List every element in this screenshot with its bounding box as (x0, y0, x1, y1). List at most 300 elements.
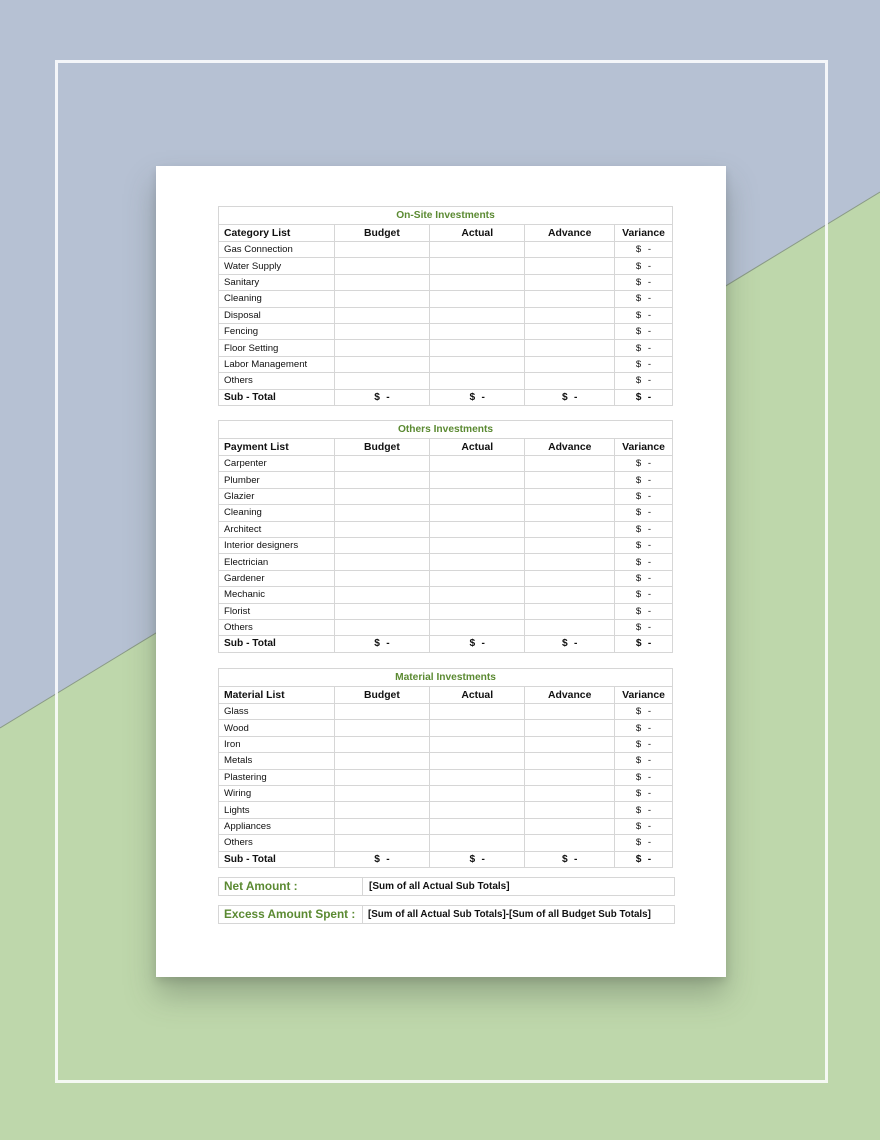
dash-value: - (647, 260, 652, 272)
dash-value: - (647, 771, 652, 783)
dash-value: - (386, 853, 390, 865)
column-header: Advance (525, 687, 615, 704)
empty-cell[interactable] (525, 704, 615, 720)
dash-value: - (647, 556, 652, 568)
empty-cell[interactable] (334, 340, 429, 356)
empty-cell[interactable] (334, 835, 429, 851)
dash-value: - (647, 523, 652, 535)
currency-symbol: $ (635, 490, 642, 502)
row-label: Fencing (219, 323, 335, 339)
empty-cell[interactable] (334, 307, 429, 323)
empty-cell[interactable] (430, 291, 525, 307)
dash-value: - (647, 837, 652, 849)
empty-cell[interactable] (430, 307, 525, 323)
table-row (219, 373, 673, 389)
column-header: Actual (430, 687, 525, 704)
table-row (219, 736, 673, 752)
table-row (219, 704, 673, 720)
row-label: Electrician (219, 554, 335, 570)
row-label: Wiring (219, 785, 335, 801)
currency-symbol: $ (635, 276, 642, 288)
dash-value: - (647, 490, 652, 502)
subtotal-cell (615, 389, 673, 405)
currency-symbol: $ (635, 326, 642, 338)
net-amount-label: Net Amount : (219, 878, 363, 895)
empty-cell[interactable] (525, 291, 615, 307)
empty-cell[interactable] (525, 587, 615, 603)
variance-cell (615, 802, 673, 818)
empty-cell[interactable] (334, 488, 429, 504)
empty-cell[interactable] (334, 704, 429, 720)
dash-value: - (647, 458, 652, 470)
dash-value: - (647, 342, 652, 354)
empty-cell[interactable] (430, 356, 525, 372)
table-row (219, 570, 673, 586)
table-row (219, 488, 673, 504)
table-row (219, 769, 673, 785)
row-label: Others (219, 373, 335, 389)
subtotal-cell (615, 851, 673, 867)
empty-cell[interactable] (334, 802, 429, 818)
empty-cell[interactable] (525, 307, 615, 323)
table-row (219, 785, 673, 801)
currency-symbol: $ (469, 853, 476, 865)
variance-cell (615, 505, 673, 521)
column-header: Budget (334, 225, 429, 242)
empty-cell[interactable] (334, 291, 429, 307)
subtotal-cell (334, 389, 429, 405)
row-label: Others (219, 619, 335, 635)
empty-cell[interactable] (430, 603, 525, 619)
dash-value: - (647, 293, 652, 305)
table-row (219, 753, 673, 769)
empty-cell[interactable] (430, 456, 525, 472)
dash-value: - (647, 820, 652, 832)
empty-cell[interactable] (525, 603, 615, 619)
empty-cell[interactable] (430, 258, 525, 274)
table-row (219, 242, 673, 258)
column-header: Actual (430, 439, 525, 456)
table-row (219, 619, 673, 635)
table-row (219, 521, 673, 537)
table-title: On-Site Investments (219, 207, 673, 225)
column-header: Budget (334, 439, 429, 456)
currency-symbol: $ (635, 837, 642, 849)
column-header: Budget (334, 687, 429, 704)
currency-symbol: $ (635, 342, 642, 354)
column-header: Category List (219, 225, 335, 242)
subtotal-cell (334, 636, 429, 652)
empty-cell[interactable] (334, 456, 429, 472)
column-header: Advance (525, 225, 615, 242)
row-label: Plastering (219, 769, 335, 785)
row-label: Water Supply (219, 258, 335, 274)
table-title: Others Investments (219, 421, 673, 439)
empty-cell[interactable] (430, 587, 525, 603)
empty-cell[interactable] (525, 537, 615, 553)
empty-cell[interactable] (525, 456, 615, 472)
currency-symbol: $ (374, 853, 380, 865)
currency-symbol: $ (635, 293, 642, 305)
currency-symbol: $ (469, 391, 476, 403)
variance-cell (615, 307, 673, 323)
empty-cell[interactable] (334, 373, 429, 389)
variance-cell (615, 570, 673, 586)
column-header: Advance (525, 439, 615, 456)
empty-cell[interactable] (334, 603, 429, 619)
row-label: Gardener (219, 570, 335, 586)
currency-symbol: $ (374, 391, 380, 403)
row-label: Wood (219, 720, 335, 736)
currency-symbol: $ (561, 391, 568, 403)
dash-value: - (647, 738, 652, 750)
variance-cell (615, 753, 673, 769)
empty-cell[interactable] (430, 720, 525, 736)
currency-symbol: $ (635, 788, 642, 800)
currency-symbol: $ (635, 540, 642, 552)
variance-cell (615, 785, 673, 801)
dash-value: - (647, 755, 652, 767)
column-header: Material List (219, 687, 335, 704)
empty-cell[interactable] (334, 570, 429, 586)
dash-value: - (481, 638, 485, 650)
empty-cell[interactable] (525, 570, 615, 586)
currency-symbol: $ (635, 738, 642, 750)
empty-cell[interactable] (430, 521, 525, 537)
section-material-investments (218, 668, 673, 868)
currency-symbol: $ (635, 605, 642, 617)
dash-value: - (647, 507, 652, 519)
subtotal-cell (525, 851, 615, 867)
variance-cell (615, 456, 673, 472)
subtotal-cell (334, 851, 429, 867)
empty-cell[interactable] (430, 570, 525, 586)
empty-cell[interactable] (334, 505, 429, 521)
currency-symbol: $ (374, 638, 380, 650)
empty-cell[interactable] (525, 356, 615, 372)
row-label: Appliances (219, 818, 335, 834)
variance-cell (615, 274, 673, 290)
currency-symbol: $ (469, 638, 476, 650)
currency-symbol: $ (635, 458, 642, 470)
column-header: Actual (430, 225, 525, 242)
empty-cell[interactable] (525, 258, 615, 274)
table-title-row (219, 421, 673, 439)
variance-cell (615, 258, 673, 274)
investment-table (218, 206, 673, 406)
section-on-site-investments (218, 206, 673, 406)
currency-symbol: $ (635, 309, 642, 321)
dash-value: - (647, 589, 652, 601)
dash-value: - (647, 540, 652, 552)
empty-cell[interactable] (525, 835, 615, 851)
row-label: Glazier (219, 488, 335, 504)
empty-cell[interactable] (525, 769, 615, 785)
dash-value: - (647, 244, 652, 256)
currency-symbol: $ (635, 638, 642, 650)
row-label: Cleaning (219, 505, 335, 521)
currency-symbol: $ (635, 572, 642, 584)
row-label: Floor Setting (219, 340, 335, 356)
empty-cell[interactable] (430, 554, 525, 570)
empty-cell[interactable] (430, 488, 525, 504)
table-title-row (219, 669, 673, 687)
empty-cell[interactable] (525, 720, 615, 736)
dash-value: - (647, 358, 652, 370)
variance-cell (615, 720, 673, 736)
table-row (219, 356, 673, 372)
table-row (219, 472, 673, 488)
currency-symbol: $ (635, 523, 642, 535)
row-label: Iron (219, 736, 335, 752)
table-row (219, 818, 673, 834)
empty-cell[interactable] (525, 818, 615, 834)
dash-value: - (647, 638, 652, 650)
currency-symbol: $ (635, 820, 642, 832)
currency-symbol: $ (635, 507, 642, 519)
empty-cell[interactable] (525, 488, 615, 504)
empty-cell[interactable] (525, 274, 615, 290)
currency-symbol: $ (635, 853, 642, 865)
subtotal-row (219, 389, 673, 405)
empty-cell[interactable] (525, 242, 615, 258)
empty-cell[interactable] (525, 373, 615, 389)
empty-cell[interactable] (334, 537, 429, 553)
variance-cell (615, 554, 673, 570)
empty-cell[interactable] (430, 323, 525, 339)
row-label: Carpenter (219, 456, 335, 472)
dash-value: - (647, 605, 652, 617)
dash-value: - (647, 804, 652, 816)
table-row (219, 456, 673, 472)
empty-cell[interactable] (334, 785, 429, 801)
column-header: Variance (615, 439, 673, 456)
row-label: Mechanic (219, 587, 335, 603)
empty-cell[interactable] (525, 521, 615, 537)
empty-cell[interactable] (430, 340, 525, 356)
empty-cell[interactable] (334, 472, 429, 488)
empty-cell[interactable] (334, 619, 429, 635)
column-header: Variance (615, 225, 673, 242)
subtotal-cell (430, 851, 525, 867)
variance-cell (615, 736, 673, 752)
empty-cell[interactable] (334, 356, 429, 372)
variance-cell (615, 356, 673, 372)
table-row (219, 291, 673, 307)
empty-cell[interactable] (430, 835, 525, 851)
empty-cell[interactable] (430, 619, 525, 635)
empty-cell[interactable] (334, 769, 429, 785)
dash-value: - (647, 391, 652, 403)
dash-value: - (481, 853, 485, 865)
subtotal-row (219, 851, 673, 867)
variance-cell (615, 373, 673, 389)
empty-cell[interactable] (334, 720, 429, 736)
subtotal-cell (430, 636, 525, 652)
variance-cell (615, 835, 673, 851)
table-row (219, 323, 673, 339)
row-label: Architect (219, 521, 335, 537)
table-row (219, 835, 673, 851)
dash-value: - (647, 276, 652, 288)
table-row (219, 587, 673, 603)
dash-value: - (647, 622, 652, 634)
variance-cell (615, 603, 673, 619)
empty-cell[interactable] (525, 736, 615, 752)
currency-symbol: $ (561, 853, 568, 865)
row-label: Metals (219, 753, 335, 769)
dash-value: - (573, 391, 578, 403)
subtotal-cell (430, 389, 525, 405)
empty-cell[interactable] (525, 619, 615, 635)
investment-table (218, 668, 673, 868)
empty-cell[interactable] (525, 554, 615, 570)
net-amount-value: [Sum of all Actual Sub Totals] (369, 881, 510, 892)
empty-cell[interactable] (430, 753, 525, 769)
table-row (219, 720, 673, 736)
currency-symbol: $ (635, 375, 642, 387)
row-label: Glass (219, 704, 335, 720)
document-page (156, 166, 726, 977)
currency-symbol: $ (635, 622, 642, 634)
row-label: Others (219, 835, 335, 851)
empty-cell[interactable] (334, 258, 429, 274)
dash-value: - (647, 572, 652, 584)
column-header: Variance (615, 687, 673, 704)
subtotal-row (219, 636, 673, 652)
empty-cell[interactable] (525, 785, 615, 801)
empty-cell[interactable] (430, 274, 525, 290)
table-header-row (219, 439, 673, 456)
table-row (219, 505, 673, 521)
variance-cell (615, 323, 673, 339)
excess-amount-value: [Sum of all Actual Sub Totals]-[Sum of all Budget Sub Totals] (368, 909, 651, 920)
excess-amount-row (218, 905, 675, 924)
row-label: Labor Management (219, 356, 335, 372)
table-title: Material Investments (219, 669, 673, 687)
row-label: Disposal (219, 307, 335, 323)
currency-symbol: $ (635, 358, 642, 370)
variance-cell (615, 769, 673, 785)
subtotal-label: Sub - Total (219, 851, 335, 867)
empty-cell[interactable] (334, 242, 429, 258)
row-label: Lights (219, 802, 335, 818)
empty-cell[interactable] (430, 818, 525, 834)
empty-cell[interactable] (525, 802, 615, 818)
variance-cell (615, 537, 673, 553)
empty-cell[interactable] (430, 736, 525, 752)
table-row (219, 802, 673, 818)
excess-amount-label: Excess Amount Spent : (219, 906, 363, 923)
empty-cell[interactable] (334, 554, 429, 570)
net-amount-row (218, 877, 675, 896)
dash-value: - (647, 706, 652, 718)
currency-symbol: $ (635, 771, 642, 783)
empty-cell[interactable] (525, 753, 615, 769)
empty-cell[interactable] (334, 736, 429, 752)
currency-symbol: $ (635, 722, 642, 734)
empty-cell[interactable] (334, 818, 429, 834)
table-row (219, 554, 673, 570)
table-title-row (219, 207, 673, 225)
subtotal-label: Sub - Total (219, 636, 335, 652)
row-label: Florist (219, 603, 335, 619)
currency-symbol: $ (635, 706, 642, 718)
empty-cell[interactable] (525, 505, 615, 521)
currency-symbol: $ (635, 804, 642, 816)
table-row (219, 537, 673, 553)
variance-cell (615, 291, 673, 307)
table-header-row (219, 687, 673, 704)
empty-cell[interactable] (430, 472, 525, 488)
variance-cell (615, 242, 673, 258)
subtotal-cell (525, 389, 615, 405)
currency-symbol: $ (635, 391, 642, 403)
empty-cell[interactable] (525, 472, 615, 488)
dash-value: - (647, 326, 652, 338)
dash-value: - (647, 722, 652, 734)
empty-cell[interactable] (430, 769, 525, 785)
table-row (219, 274, 673, 290)
table-row (219, 258, 673, 274)
currency-symbol: $ (562, 638, 568, 650)
currency-symbol: $ (635, 755, 642, 767)
empty-cell[interactable] (430, 704, 525, 720)
empty-cell[interactable] (430, 242, 525, 258)
table-row (219, 603, 673, 619)
variance-cell (615, 340, 673, 356)
currency-symbol: $ (635, 589, 642, 601)
dash-value: - (647, 853, 652, 865)
empty-cell[interactable] (525, 340, 615, 356)
table-row (219, 340, 673, 356)
variance-cell (615, 488, 673, 504)
row-label: Interior designers (219, 537, 335, 553)
subtotal-cell (615, 636, 673, 652)
empty-cell[interactable] (334, 274, 429, 290)
currency-symbol: $ (635, 474, 642, 486)
dash-value: - (574, 638, 578, 650)
variance-cell (615, 818, 673, 834)
row-label: Sanitary (219, 274, 335, 290)
dash-value: - (647, 375, 652, 387)
column-header: Payment List (219, 439, 335, 456)
table-header-row (219, 225, 673, 242)
empty-cell[interactable] (334, 323, 429, 339)
empty-cell[interactable] (430, 373, 525, 389)
row-label: Plumber (219, 472, 335, 488)
empty-cell[interactable] (525, 323, 615, 339)
dash-value: - (386, 391, 390, 403)
empty-cell[interactable] (430, 537, 525, 553)
dash-value: - (386, 638, 390, 650)
currency-symbol: $ (635, 556, 642, 568)
empty-cell[interactable] (334, 521, 429, 537)
dash-value: - (647, 474, 652, 486)
empty-cell[interactable] (430, 785, 525, 801)
empty-cell[interactable] (334, 587, 429, 603)
variance-cell (615, 587, 673, 603)
subtotal-label: Sub - Total (219, 389, 335, 405)
dash-value: - (573, 853, 578, 865)
dash-value: - (481, 391, 485, 403)
variance-cell (615, 704, 673, 720)
empty-cell[interactable] (430, 505, 525, 521)
empty-cell[interactable] (334, 753, 429, 769)
table-row (219, 307, 673, 323)
currency-symbol: $ (635, 244, 642, 256)
empty-cell[interactable] (430, 802, 525, 818)
